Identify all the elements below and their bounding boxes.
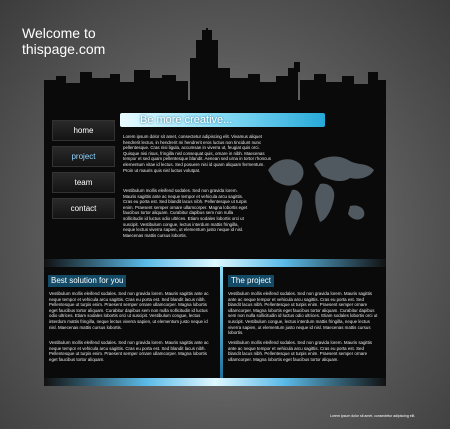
section-2-paragraph-1: Vestibulum mollis eleifend sodales. Sed non gravida lorem. Mauris sagittis ante ac neque tempor et vehicula arcu sagittis. Cras eu porta est. Sed blandit lacus nibh. Pellentesque ut turpis enim. Praesent semper ornare ullamcorper. Magna lobortis eget faucibus tortor aliquam. Curabitur dapibus sem non nulla sollicitudin id luctus odio ultrices. Etiam sodales lobortis orci ut suscipit. Vestibulum congue, lectus interdum mattis fringilla, neque lectus viverra sapien, ut elementum justo neque id nisl. Maecenas mattis cursus lobortis.	[228, 291, 378, 336]
section-divider	[44, 259, 386, 267]
hero-banner	[120, 113, 325, 127]
world-map-icon	[258, 140, 383, 245]
intro-paragraph-1: Lorem ipsum dolor sit amet, consectetur adipiscing elit. Vivamus aliquet hendrerit lectus, in hendrerit mi hendrerit eros luctus non tincidunt nunc pellentesque. Cras nisi ligula, accumsan in viverra ut, feugiat quis orci. Quisque nisi risus, fringilla nisl consequat quis, ornare in nibh. Maecenas tempor et sed quam pellentesque blandit. Aenean sed urna in tortor rhoncus elementum vitae id lectus. Sed posuere nisi id quam aliquam fermentum. Proin ut mauris quis nisl luctus volutpat.	[123, 134, 271, 173]
bottom-divider	[44, 378, 386, 386]
main-nav	[52, 120, 115, 224]
nav-item-team[interactable]: team	[52, 172, 115, 193]
hero-heading: Be more creative...	[140, 114, 233, 126]
nav-item-contact[interactable]: contact	[52, 198, 115, 219]
section-1-paragraph-1: Vestibulum mollis eleifend sodales. Sed non gravida lorem. Mauris sagittis ante ac neque tempor et vehicula arcu sagittis. Cras eu porta est. Sed blandit lacus nibh. Pellentesque ut turpis enim. Praesent semper ornare ullamcorper. Magna lobortis eget faucibus tortor aliquam. Curabitur dapibus sem non nulla sollicitudin id luctus odio ultrices. Etiam sodales lobortis orci ut suscipit. Vestibulum congue, lectus interdum mattis fringilla, neque lectus viverra sapien, ut elementum justo neque id nisl. Maecenas mattis cursus lobortis.	[49, 291, 209, 330]
section-title-the-project: The project	[228, 275, 274, 287]
section-2-paragraph-2: Vestibulum mollis eleifend sodales. Sed non gravida lorem. Mauris sagittis ante ac neque tempor et vehicula arcu sagittis. Cras eu porta est. Sed blandit lacus nibh. Pellentesque ut turpis enim. Praesent semper ornare ullamcorper. Magna lobortis eget faucibus tortor aliquam.	[228, 340, 372, 362]
city-skyline-icon	[44, 28, 386, 110]
nav-item-home[interactable]: home	[52, 120, 115, 141]
nav-item-project[interactable]: project	[52, 146, 115, 167]
intro-paragraph-2: Vestibulum mollis eleifend sodales. Sed non gravida lorem. Mauris sagittis ante ac neque tempor et vehicula arcu sagittis. Cras eu porta est. Sed blandit lacus nibh. Pellentesque ut turpis enim. Praesent semper ornare ullamcorper. Magna lobortis eget faucibus tortor aliquam. Curabitur dapibus sem non nulla sollicitudin id luctus odio ultrices. Etiam sodales lobortis orci ut suscipit. Vestibulum congue, lectus interdum mattis fringilla, neque lectus viverra sapien, ut elementum justo neque id nisl. Maecenas mattis cursus lobortis.	[123, 188, 248, 238]
section-1-paragraph-2: Vestibulum mollis eleifend sodales. Sed non gravida lorem. Mauris sagittis ante ac neque tempor et vehicula arcu sagittis. Cras eu porta est. Sed blandit lacus nibh. Pellentesque ut turpis enim. Praesent semper ornare ullamcorper. Magna lobortis eget faucibus tortor aliquam.	[49, 340, 209, 362]
site-title-line2: thispage.com	[22, 41, 106, 57]
footer-text: Lorem ipsum dolor sit amet, consectetur adipiscing elit.	[330, 414, 416, 418]
section-title-best-solution: Best solution for you	[48, 275, 126, 287]
column-separator	[220, 266, 223, 380]
site-title-line1: Welcome to	[22, 25, 96, 41]
